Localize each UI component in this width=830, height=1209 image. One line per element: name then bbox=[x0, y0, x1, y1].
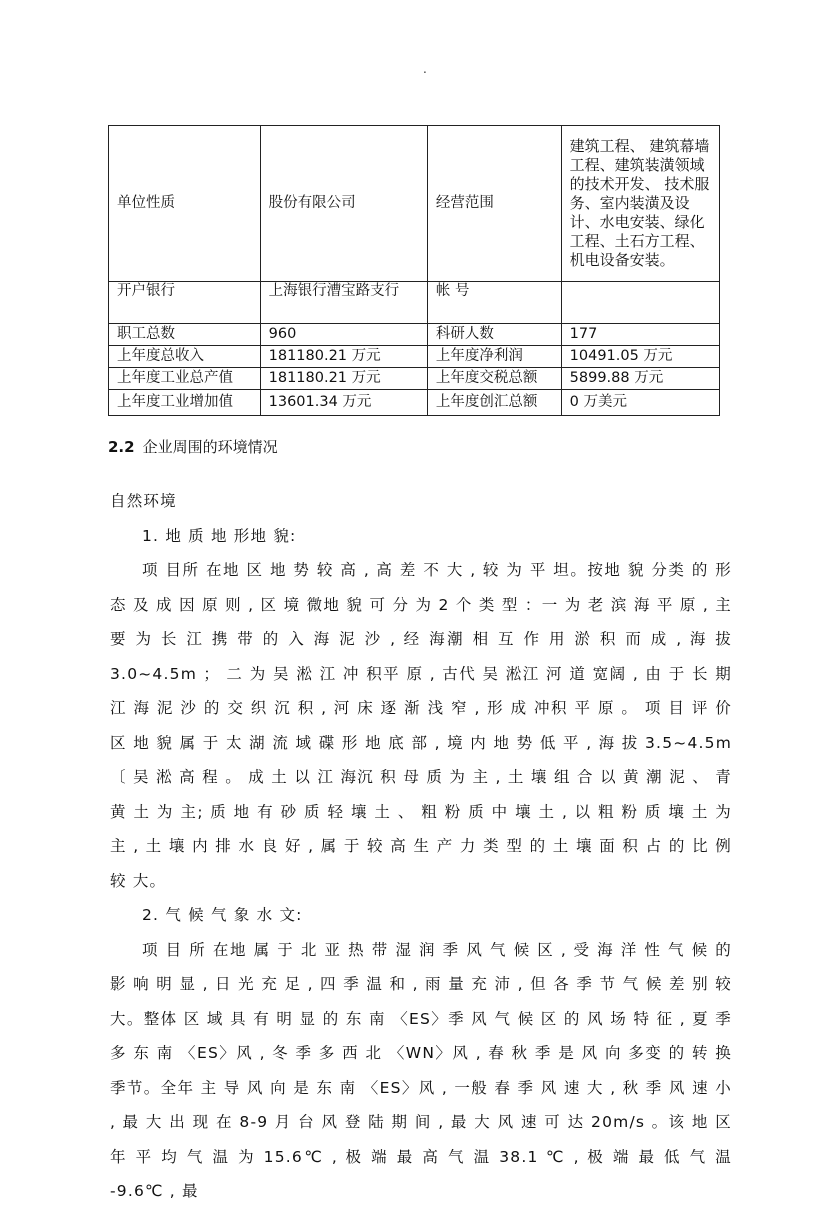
table-cell: 0 万美元 bbox=[561, 390, 719, 416]
table-cell: 帐 号 bbox=[427, 282, 561, 324]
table-cell: 开户银行 bbox=[109, 282, 261, 324]
table-cell: 177 bbox=[561, 324, 719, 346]
list-item: 1. 地 质 地 形地 貌: bbox=[142, 526, 297, 545]
table-cell bbox=[561, 282, 719, 324]
business-scope-cell: 建筑工程、 建筑幕墙工程、建筑装潢领域的技术开发、 技术服务、室内装潢及设计、水电安装、绿化工程、土石方工程、机电设备安装。 bbox=[561, 126, 719, 282]
paragraph: 项 目 所 在地 属 于 北 亚 热 带 湿 润 季 风 气 候 区 , 受 海 洋 性 气 候 的 影 响 明 显 , 日 光 充 足 , 四 季 温 和 , 雨 量 充 沛 , 但 各 季 节 气 候 差 别 较 大。整体 区 域 具 有 明 显 的 东 南 〈ES〉季 风 气 候 区 的 风 场 特 征 , 夏 季 多 东 南 〈ES〉风 , 冬 季 多 西 北 〈WN〉风 , 春 秋 季 是 风 向 多变 的 转 换 季节。全年 主 导 风 向 是 东 南 〈ES〉风 , 一般 春 季 风 速 大 , 秋 季 风 速 小 , 最 大 出 现 在 8-9 月 台 风 登 陆 期 间 , 最 大 风 速 可 达 20m/s 。该 地 区 年 平 均 气 温 为 15.6℃ , 极 端 最 高 气 温 38.1 ℃ , 极 端 最 低 气 温 -9.6℃ , 最 bbox=[110, 940, 732, 1200]
table-cell: 经营范围 bbox=[427, 126, 561, 282]
table-cell: 10491.05 万元 bbox=[561, 346, 719, 368]
table-cell: 181180.21 万元 bbox=[260, 346, 427, 368]
body-text bbox=[110, 484, 732, 1209]
table-row bbox=[109, 126, 720, 282]
table-cell: 181180.21 万元 bbox=[260, 368, 427, 390]
company-info-table bbox=[108, 125, 720, 416]
section-title: 企业周围的环境情况 bbox=[142, 438, 278, 456]
table-row bbox=[109, 346, 720, 368]
page-header-mark: . bbox=[423, 62, 427, 76]
table-cell: 科研人数 bbox=[427, 324, 561, 346]
section-number: 2.2 bbox=[108, 438, 135, 456]
table-cell: 13601.34 万元 bbox=[260, 390, 427, 416]
paragraph: 项 目所 在地 区 地 势 较 高 , 高 差 不 大 , 较 为 平 坦。按地 貌 分类 的 形 态 及 成 因 原 则 , 区 境 微地 貌 可 分 为 2 个 类 型 ：一 为 老 滨 海 平 原 , 主 要 为 长 江 携 带 的 入 海 泥 沙 , 经 海潮 相 互 作 用 淤 积 而 成 , 海 拔 3.0~4.5m ； 二 为 吴 淞 江 冲 积平 原 , 古代 吴 淞江 河 道 宽阔 , 由 于 长 期 江 海 泥 沙 的 交 织 沉 积 , 河 床 逐 渐 浅 窄 , 形 成 冲积 平 原 。 项 目 评 价 区 地 貌 属 于 太 湖 流 域 碟 形 地 底 部 , 境 内 地 势 低 平 , 海 拔 3.5~4.5m〔 吴 淞 高 程 。 成 土 以 江 海沉 积 母 质 为 主 , 土 壤 组 合 以 黄 潮 泥 、 青 黄 土 为 主; 质 地 有 砂 质 轻 壤 土 、 粗 粉 质 中 壤 土 , 以 粗 粉 质 壤 土 为 主 , 土 壤 内 排 水 良 好 , 属 于 较 高 生 产 力 类 型 的 土 壤 面 积 占 的 比 例 较 大。 bbox=[110, 561, 732, 890]
table-cell: 上年度创汇总额 bbox=[427, 390, 561, 416]
table-row bbox=[109, 368, 720, 390]
table-cell: 上年度总收入 bbox=[109, 346, 261, 368]
table-cell: 单位性质 bbox=[109, 126, 261, 282]
table-cell: 5899.88 万元 bbox=[561, 368, 719, 390]
subsection-title: 自然环境 bbox=[110, 492, 177, 510]
list-item: 2. 气 候 气 象 水 文: bbox=[142, 906, 303, 924]
table-row bbox=[109, 282, 720, 324]
table-cell: 职工总数 bbox=[109, 324, 261, 346]
table-cell: 上年度工业增加值 bbox=[109, 390, 261, 416]
table-row bbox=[109, 390, 720, 416]
table-cell: 上年度工业总产值 bbox=[109, 368, 261, 390]
table-cell: 上年度净利润 bbox=[427, 346, 561, 368]
table-cell: 960 bbox=[260, 324, 427, 346]
section-heading bbox=[108, 436, 278, 457]
table-row bbox=[109, 324, 720, 346]
table-cell: 股份有限公司 bbox=[260, 126, 427, 282]
table-cell: 上海银行漕宝路支行 bbox=[260, 282, 427, 324]
table-cell: 上年度交税总额 bbox=[427, 368, 561, 390]
